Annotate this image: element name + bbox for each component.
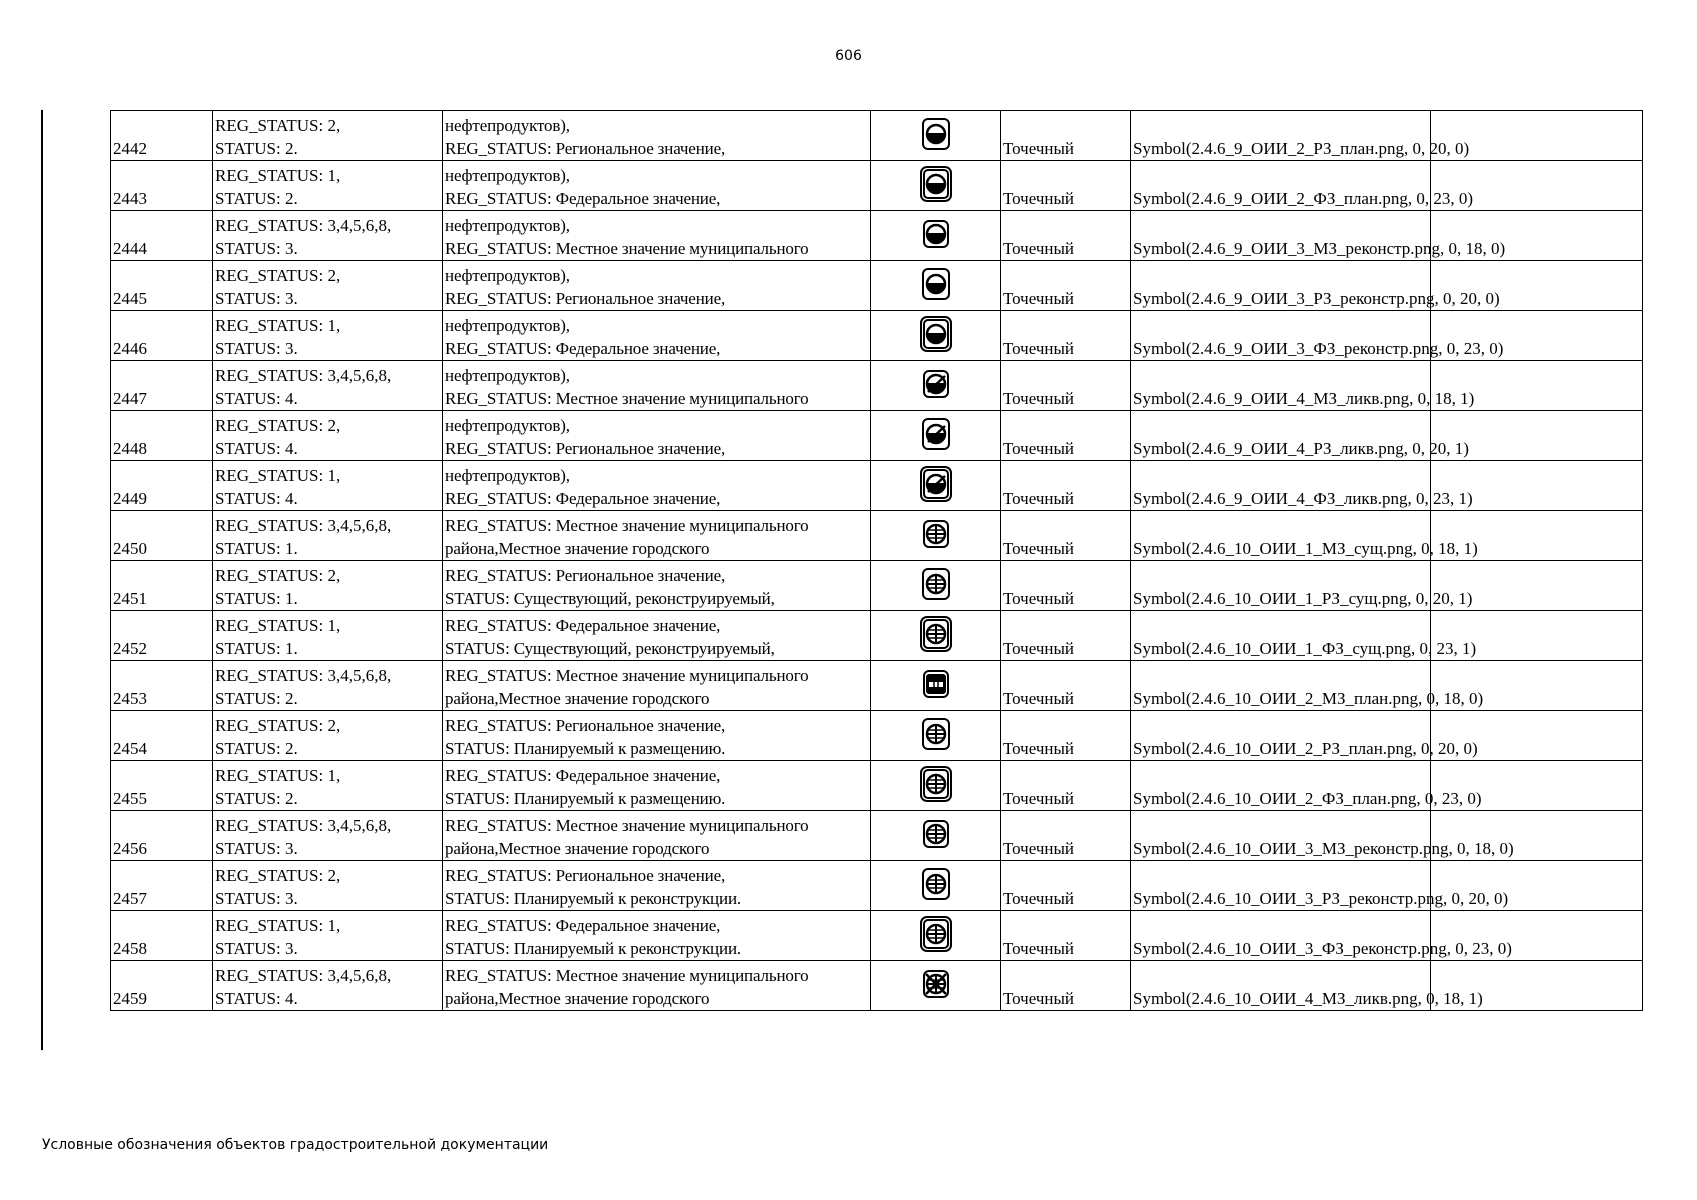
attribute-condition-cell xyxy=(213,911,443,961)
oil-circle-liquidation-regional-icon xyxy=(916,414,956,454)
description-cell xyxy=(443,361,871,411)
row-number: 2454 xyxy=(111,711,213,761)
symbol-expression: Symbol(2.4.6_10_ОИИ_1_МЗ_сущ.png, 0, 18, 1) xyxy=(1131,511,1431,561)
geometry-type: Точечный xyxy=(1001,961,1131,1011)
geometry-type: Точечный xyxy=(1001,161,1131,211)
row-number: 2453 xyxy=(111,661,213,711)
geometry-type: Точечный xyxy=(1001,461,1131,511)
grid-circle-existing-federal-icon xyxy=(916,614,956,654)
description-line: REG_STATUS: Федеральное значение, xyxy=(445,339,721,358)
symbol-preview-cell xyxy=(871,911,1001,961)
attribute-condition-cell xyxy=(213,711,443,761)
description-cell xyxy=(443,111,871,161)
description-line: STATUS: Планируемый к реконструкции. xyxy=(445,889,741,908)
attribute-condition-line: REG_STATUS: 1, xyxy=(215,916,341,935)
attribute-condition-line: REG_STATUS: 3,4,5,6,8, xyxy=(215,366,392,385)
attribute-condition-line: STATUS: 3. xyxy=(215,889,298,908)
page-number: 606 xyxy=(835,48,862,64)
description-line: REG_STATUS: Региональное значение, xyxy=(445,866,726,885)
table-row xyxy=(111,661,1643,711)
symbol-preview-cell xyxy=(871,461,1001,511)
symbol-expression: Symbol(2.4.6_9_ОИИ_4_РЗ_ликв.png, 0, 20, 1) xyxy=(1131,411,1431,461)
oil-circle-reconstruct-regional-icon xyxy=(916,264,956,304)
attribute-condition-line: REG_STATUS: 3,4,5,6,8, xyxy=(215,816,392,835)
description-line: REG_STATUS: Местное значение муниципального xyxy=(445,389,809,408)
row-number: 2443 xyxy=(111,161,213,211)
symbol-preview-cell xyxy=(871,611,1001,661)
grid-circle-planned-federal-icon xyxy=(916,764,956,804)
description-line: REG_STATUS: Региональное значение, xyxy=(445,439,726,458)
row-number: 2456 xyxy=(111,811,213,861)
symbol-expression: Symbol(2.4.6_9_ОИИ_2_РЗ_план.png, 0, 20, 0) xyxy=(1131,111,1431,161)
attribute-condition-cell xyxy=(213,161,443,211)
row-number: 2444 xyxy=(111,211,213,261)
symbol-preview-cell xyxy=(871,111,1001,161)
attribute-condition-cell xyxy=(213,461,443,511)
description-cell xyxy=(443,561,871,611)
geometry-type: Точечный xyxy=(1001,661,1131,711)
table-row xyxy=(111,461,1643,511)
table-row xyxy=(111,961,1643,1011)
symbol-preview-cell xyxy=(871,811,1001,861)
attribute-condition-cell xyxy=(213,761,443,811)
symbol-expression: Symbol(2.4.6_10_ОИИ_2_ФЗ_план.png, 0, 23, 0) xyxy=(1131,761,1431,811)
grid-circle-reconstruct-regional-icon xyxy=(916,864,956,904)
page-footer: Условные обозначения объектов градостроительной документации xyxy=(42,1137,549,1153)
attribute-condition-line: STATUS: 4. xyxy=(215,389,298,408)
row-number: 2449 xyxy=(111,461,213,511)
table-row xyxy=(111,711,1643,761)
row-number: 2452 xyxy=(111,611,213,661)
attribute-condition-line: REG_STATUS: 1, xyxy=(215,316,341,335)
table-row xyxy=(111,111,1643,161)
attribute-condition-line: STATUS: 4. xyxy=(215,489,298,508)
table-row xyxy=(111,161,1643,211)
attribute-condition-line: STATUS: 2. xyxy=(215,689,298,708)
symbol-expression: Symbol(2.4.6_10_ОИИ_2_МЗ_план.png, 0, 18, 0) xyxy=(1131,661,1431,711)
table-row xyxy=(111,311,1643,361)
attribute-condition-line: REG_STATUS: 2, xyxy=(215,116,341,135)
symbol-expression: Symbol(2.4.6_9_ОИИ_4_МЗ_ликв.png, 0, 18, 1) xyxy=(1131,361,1431,411)
description-line: нефтепродуктов), xyxy=(445,216,570,235)
symbol-expression: Symbol(2.4.6_10_ОИИ_4_МЗ_ликв.png, 0, 18, 1) xyxy=(1131,961,1431,1011)
description-cell xyxy=(443,211,871,261)
description-line: REG_STATUS: Региональное значение, xyxy=(445,566,726,585)
geometry-type: Точечный xyxy=(1001,311,1131,361)
description-line: STATUS: Существующий, реконструируемый, xyxy=(445,589,775,608)
symbol-preview-cell xyxy=(871,211,1001,261)
margin-line xyxy=(41,110,43,1050)
oil-circle-liquidation-local-icon xyxy=(916,364,956,404)
description-cell xyxy=(443,761,871,811)
description-line: нефтепродуктов), xyxy=(445,316,570,335)
geometry-type: Точечный xyxy=(1001,861,1131,911)
symbol-legend-table xyxy=(110,110,1643,1011)
symbol-preview-cell xyxy=(871,561,1001,611)
attribute-condition-line: REG_STATUS: 1, xyxy=(215,466,341,485)
grid-circle-existing-regional-icon xyxy=(916,564,956,604)
attribute-condition-line: REG_STATUS: 3,4,5,6,8, xyxy=(215,216,392,235)
description-line: REG_STATUS: Местное значение муниципального xyxy=(445,516,809,535)
symbol-preview-cell xyxy=(871,761,1001,811)
attribute-condition-line: REG_STATUS: 2, xyxy=(215,566,341,585)
description-line: STATUS: Планируемый к реконструкции. xyxy=(445,939,741,958)
attribute-condition-line: REG_STATUS: 2, xyxy=(215,266,341,285)
attribute-condition-cell xyxy=(213,211,443,261)
attribute-condition-cell xyxy=(213,661,443,711)
row-number: 2457 xyxy=(111,861,213,911)
row-number: 2442 xyxy=(111,111,213,161)
description-line: нефтепродуктов), xyxy=(445,466,570,485)
description-cell xyxy=(443,861,871,911)
attribute-condition-cell xyxy=(213,361,443,411)
symbol-expression: Symbol(2.4.6_9_ОИИ_3_РЗ_реконстр.png, 0, 20, 0) xyxy=(1131,261,1431,311)
description-cell xyxy=(443,311,871,361)
grid-circle-liquidation-local-icon xyxy=(916,964,956,1004)
description-line: STATUS: Планируемый к размещению. xyxy=(445,789,726,808)
row-number: 2451 xyxy=(111,561,213,611)
geometry-type: Точечный xyxy=(1001,561,1131,611)
table-row xyxy=(111,561,1643,611)
row-number: 2445 xyxy=(111,261,213,311)
attribute-condition-cell xyxy=(213,311,443,361)
geometry-type: Точечный xyxy=(1001,711,1131,761)
description-cell xyxy=(443,611,871,661)
symbol-expression: Symbol(2.4.6_10_ОИИ_3_ФЗ_реконстр.png, 0, 23, 0) xyxy=(1131,911,1431,961)
description-line: нефтепродуктов), xyxy=(445,366,570,385)
attribute-condition-line: STATUS: 1. xyxy=(215,639,298,658)
description-line: REG_STATUS: Местное значение муниципального xyxy=(445,816,809,835)
description-cell xyxy=(443,911,871,961)
description-cell xyxy=(443,961,871,1011)
table-row xyxy=(111,261,1643,311)
symbol-expression: Symbol(2.4.6_9_ОИИ_3_ФЗ_реконстр.png, 0, 23, 0) xyxy=(1131,311,1431,361)
geometry-type: Точечный xyxy=(1001,611,1131,661)
oil-circle-liquidation-federal-icon xyxy=(916,464,956,504)
attribute-condition-line: REG_STATUS: 2, xyxy=(215,866,341,885)
attribute-condition-line: REG_STATUS: 3,4,5,6,8, xyxy=(215,516,392,535)
description-line: нефтепродуктов), xyxy=(445,116,570,135)
geometry-type: Точечный xyxy=(1001,761,1131,811)
attribute-condition-line: STATUS: 2. xyxy=(215,789,298,808)
attribute-condition-line: STATUS: 2. xyxy=(215,139,298,158)
geometry-type: Точечный xyxy=(1001,911,1131,961)
grid-circle-planned-regional-icon xyxy=(916,714,956,754)
geometry-type: Точечный xyxy=(1001,211,1131,261)
oil-circle-reconstruct-federal-icon xyxy=(916,314,956,354)
symbol-expression: Symbol(2.4.6_9_ОИИ_4_ФЗ_ликв.png, 0, 23, 1) xyxy=(1131,461,1431,511)
geometry-type: Точечный xyxy=(1001,511,1131,561)
oil-circle-planned-federal-icon xyxy=(916,164,956,204)
attribute-condition-cell xyxy=(213,411,443,461)
description-line: STATUS: Планируемый к размещению. xyxy=(445,739,726,758)
oil-circle-planned-regional-icon xyxy=(916,114,956,154)
geometry-type: Точечный xyxy=(1001,811,1131,861)
description-cell xyxy=(443,711,871,761)
attribute-condition-line: REG_STATUS: 1, xyxy=(215,166,341,185)
attribute-condition-line: STATUS: 1. xyxy=(215,539,298,558)
row-number: 2448 xyxy=(111,411,213,461)
symbol-expression: Symbol(2.4.6_9_ОИИ_2_ФЗ_план.png, 0, 23, 0) xyxy=(1131,161,1431,211)
description-line: района,Местное значение городского xyxy=(445,689,710,708)
geometry-type: Точечный xyxy=(1001,111,1131,161)
symbol-expression: Symbol(2.4.6_10_ОИИ_3_РЗ_реконстр.png, 0, 20, 0) xyxy=(1131,861,1431,911)
attribute-condition-line: REG_STATUS: 2, xyxy=(215,416,341,435)
table-row xyxy=(111,361,1643,411)
description-line: нефтепродуктов), xyxy=(445,266,570,285)
attribute-condition-cell xyxy=(213,961,443,1011)
description-line: REG_STATUS: Региональное значение, xyxy=(445,289,726,308)
row-number: 2446 xyxy=(111,311,213,361)
row-number: 2450 xyxy=(111,511,213,561)
symbol-preview-cell xyxy=(871,261,1001,311)
table-row xyxy=(111,861,1643,911)
table-row xyxy=(111,511,1643,561)
table-row xyxy=(111,211,1643,261)
attribute-condition-cell xyxy=(213,511,443,561)
attribute-condition-line: STATUS: 3. xyxy=(215,239,298,258)
description-line: REG_STATUS: Федеральное значение, xyxy=(445,766,721,785)
description-cell xyxy=(443,511,871,561)
grid-circle-reconstruct-local-icon xyxy=(916,814,956,854)
attribute-condition-line: STATUS: 3. xyxy=(215,339,298,358)
row-number: 2459 xyxy=(111,961,213,1011)
attribute-condition-cell xyxy=(213,261,443,311)
symbol-preview-cell xyxy=(871,361,1001,411)
symbol-preview-cell xyxy=(871,961,1001,1011)
description-cell xyxy=(443,811,871,861)
description-line: STATUS: Существующий, реконструируемый, xyxy=(445,639,775,658)
description-line: нефтепродуктов), xyxy=(445,166,570,185)
description-cell xyxy=(443,411,871,461)
symbol-expression: Symbol(2.4.6_10_ОИИ_3_МЗ_реконстр.png, 0, 18, 0) xyxy=(1131,811,1431,861)
attribute-condition-line: STATUS: 2. xyxy=(215,189,298,208)
table-row xyxy=(111,911,1643,961)
row-number: 2458 xyxy=(111,911,213,961)
attribute-condition-line: REG_STATUS: 3,4,5,6,8, xyxy=(215,666,392,685)
description-line: REG_STATUS: Федеральное значение, xyxy=(445,489,721,508)
attribute-condition-cell xyxy=(213,861,443,911)
attribute-condition-line: REG_STATUS: 1, xyxy=(215,616,341,635)
description-line: REG_STATUS: Федеральное значение, xyxy=(445,616,721,635)
attribute-condition-line: STATUS: 2. xyxy=(215,739,298,758)
symbol-preview-cell xyxy=(871,511,1001,561)
table-row xyxy=(111,761,1643,811)
symbol-preview-cell xyxy=(871,661,1001,711)
symbol-preview-cell xyxy=(871,311,1001,361)
symbol-expression: Symbol(2.4.6_10_ОИИ_1_ФЗ_сущ.png, 0, 23, 1) xyxy=(1131,611,1431,661)
attribute-condition-cell xyxy=(213,561,443,611)
attribute-condition-line: STATUS: 4. xyxy=(215,439,298,458)
grid-circle-reconstruct-federal-icon xyxy=(916,914,956,954)
attribute-condition-line: REG_STATUS: 1, xyxy=(215,766,341,785)
description-line: REG_STATUS: Местное значение муниципального xyxy=(445,239,809,258)
symbol-preview-cell xyxy=(871,161,1001,211)
symbol-expression: Symbol(2.4.6_10_ОИИ_1_РЗ_сущ.png, 0, 20, 1) xyxy=(1131,561,1431,611)
attribute-condition-line: STATUS: 1. xyxy=(215,589,298,608)
oil-circle-reconstruct-local-icon xyxy=(916,214,956,254)
table-row xyxy=(111,811,1643,861)
table-row xyxy=(111,411,1643,461)
description-line: нефтепродуктов), xyxy=(445,416,570,435)
symbol-preview-cell xyxy=(871,411,1001,461)
geometry-type: Точечный xyxy=(1001,411,1131,461)
attribute-condition-cell xyxy=(213,811,443,861)
attribute-condition-cell xyxy=(213,111,443,161)
row-number: 2455 xyxy=(111,761,213,811)
description-cell xyxy=(443,461,871,511)
description-line: REG_STATUS: Региональное значение, xyxy=(445,716,726,735)
description-line: REG_STATUS: Региональное значение, xyxy=(445,139,726,158)
symbol-expression: Symbol(2.4.6_10_ОИИ_2_РЗ_план.png, 0, 20, 0) xyxy=(1131,711,1431,761)
grid-circle-existing-local-icon xyxy=(916,514,956,554)
attribute-condition-line: STATUS: 3. xyxy=(215,289,298,308)
attribute-condition-cell xyxy=(213,611,443,661)
attribute-condition-line: REG_STATUS: 2, xyxy=(215,716,341,735)
description-cell xyxy=(443,261,871,311)
attribute-condition-line: STATUS: 3. xyxy=(215,839,298,858)
table-row xyxy=(111,611,1643,661)
symbol-preview-cell xyxy=(871,711,1001,761)
description-line: района,Местное значение городского xyxy=(445,839,710,858)
description-line: REG_STATUS: Местное значение муниципального xyxy=(445,966,809,985)
description-line: REG_STATUS: Местное значение муниципального xyxy=(445,666,809,685)
description-line: района,Местное значение городского xyxy=(445,989,710,1008)
grid-square-planned-local-icon xyxy=(916,664,956,704)
description-cell xyxy=(443,661,871,711)
description-cell xyxy=(443,161,871,211)
description-line: REG_STATUS: Федеральное значение, xyxy=(445,189,721,208)
symbol-preview-cell xyxy=(871,861,1001,911)
description-line: района,Местное значение городского xyxy=(445,539,710,558)
row-number: 2447 xyxy=(111,361,213,411)
geometry-type: Точечный xyxy=(1001,261,1131,311)
attribute-condition-line: REG_STATUS: 3,4,5,6,8, xyxy=(215,966,392,985)
symbol-expression: Symbol(2.4.6_9_ОИИ_3_МЗ_реконстр.png, 0, 18, 0) xyxy=(1131,211,1431,261)
geometry-type: Точечный xyxy=(1001,361,1131,411)
attribute-condition-line: STATUS: 3. xyxy=(215,939,298,958)
description-line: REG_STATUS: Федеральное значение, xyxy=(445,916,721,935)
attribute-condition-line: STATUS: 4. xyxy=(215,989,298,1008)
